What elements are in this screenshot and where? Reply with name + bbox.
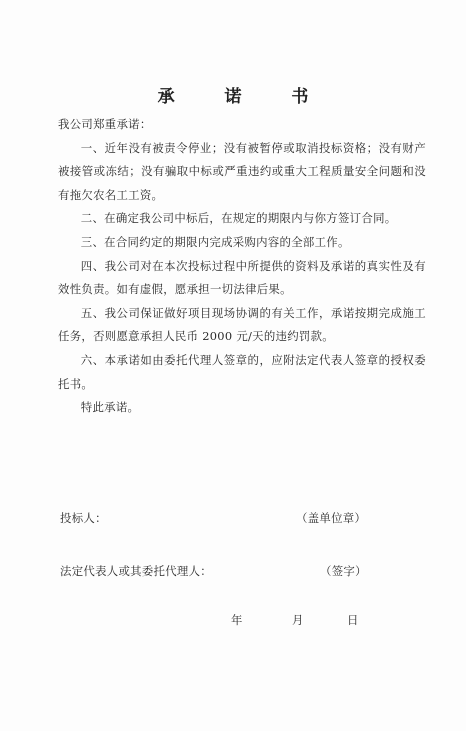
document-body	[58, 113, 426, 420]
closing-line: 特此承诺。	[80, 400, 140, 415]
clause-4: 四、我公司对在本次投标过程中所提供的资料及承诺的真实性及有效性负责。如有虚假，愿承担一切法律后果。	[58, 258, 426, 297]
clause-3: 三、在合同约定的期限内完成采购内容的全部工作。	[80, 234, 350, 249]
date-day: 日	[347, 613, 359, 627]
clause-2: 二、在确定我公司中标后，在规定的期限内与你方签订合同。	[80, 211, 397, 226]
bidder-label: 投标人：	[60, 511, 107, 525]
date-year: 年	[231, 613, 243, 627]
document-title: 承 诺 书	[157, 87, 331, 107]
clause-6: 六、本承诺如由委托代理人签章的，应附法定代表人签章的授权委托书。	[58, 352, 426, 391]
representative-sign-note: （签字）	[320, 564, 367, 578]
opening-line: 我公司郑重承诺：	[58, 117, 152, 131]
clause-1: 一、近年没有被责令停业；没有被暂停或取消投标资格；没有财产被接管或冻结；没有骗取中标或严重违约或重大工程质量安全问题和没有拖欠农名工工资。	[58, 140, 426, 202]
representative-label: 法定代表人或其委托代理人：	[60, 564, 212, 578]
clause-5: 五、我公司保证做好项目现场协调的有关工作，承诺按期完成施工任务，否则愿意承担人民币 2000 元/天的违约罚款。	[58, 305, 426, 344]
bidder-seal-note: （盖单位章）	[296, 511, 367, 525]
date-month: 月	[292, 613, 304, 627]
